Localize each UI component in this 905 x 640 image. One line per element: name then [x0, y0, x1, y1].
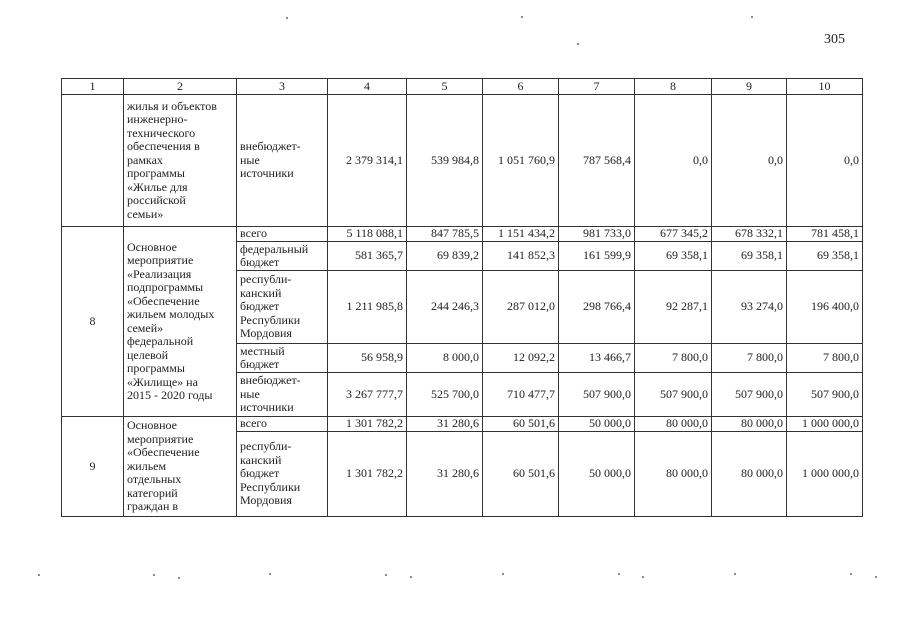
- amount-cell: 69 358,1: [712, 242, 787, 271]
- event-line: категорий: [127, 485, 178, 500]
- event-line: обеспечения в: [127, 139, 200, 154]
- funding-source-line: республи-: [240, 272, 292, 287]
- amount-cell: 31 280,6: [407, 417, 483, 432]
- table-row: [62, 227, 863, 242]
- amount-cell: 781 458,1: [787, 227, 863, 242]
- funding-source-line: местный: [240, 343, 285, 358]
- funding-source-line: бюджет: [240, 299, 280, 314]
- event-cell: [124, 417, 237, 517]
- column-header: 4: [328, 79, 407, 95]
- funding-source-line: внебюджет-: [240, 373, 301, 388]
- amount-cell: 141 852,3: [483, 242, 559, 271]
- event-line: «Обеспечение: [127, 293, 200, 308]
- amount-cell: 1 301 782,2: [328, 432, 407, 517]
- column-header: 5: [407, 79, 483, 95]
- column-header: 7: [559, 79, 635, 95]
- event-line: программы: [127, 361, 185, 375]
- event-line: граждан в: [127, 499, 179, 514]
- event-line: Основное: [127, 239, 177, 254]
- amount-cell: 13 466,7: [559, 344, 635, 373]
- page-number: 305: [824, 32, 845, 47]
- amount-cell: 8 000,0: [407, 344, 483, 373]
- funding-source-cell: [237, 432, 328, 517]
- amount-cell: 93 274,0: [712, 271, 787, 344]
- amount-cell: 847 785,5: [407, 227, 483, 242]
- amount-cell: 678 332,1: [712, 227, 787, 242]
- funding-source-line: бюджет: [240, 466, 280, 481]
- event-line: семьи»: [127, 206, 164, 221]
- funding-source-line: Республики: [240, 312, 301, 327]
- column-header: 9: [712, 79, 787, 95]
- funding-source-cell: [237, 271, 328, 344]
- column-header: 10: [787, 79, 863, 95]
- event-line: Основное: [127, 418, 177, 433]
- amount-cell: 507 900,0: [712, 373, 787, 417]
- event-cell: [124, 95, 237, 227]
- amount-cell: 244 246,3: [407, 271, 483, 344]
- funding-source-line: канский: [240, 452, 282, 467]
- amount-cell: 12 092,2: [483, 344, 559, 373]
- event-line: семей»: [127, 320, 164, 335]
- event-line: мероприятие: [127, 431, 194, 446]
- amount-cell: 581 365,7: [328, 242, 407, 271]
- amount-cell: 3 267 777,7: [328, 373, 407, 417]
- column-header: 3: [237, 79, 328, 95]
- event-line: подпрограммы: [127, 280, 204, 294]
- funding-source-cell: [237, 373, 328, 417]
- event-line: «Жилище» на: [127, 374, 198, 389]
- amount-cell: 539 984,8: [407, 95, 483, 227]
- amount-cell: 92 287,1: [635, 271, 712, 344]
- amount-cell: 2 379 314,1: [328, 95, 407, 227]
- item-number: 9: [62, 417, 124, 517]
- amount-cell: 7 800,0: [712, 344, 787, 373]
- amount-cell: 7 800,0: [635, 344, 712, 373]
- event-line: программы: [127, 166, 185, 181]
- amount-cell: 60 501,6: [483, 432, 559, 517]
- funding-source-cell: [237, 242, 328, 271]
- amount-cell: 677 345,2: [635, 227, 712, 242]
- funding-source-line: ные: [240, 386, 260, 401]
- column-header: 8: [635, 79, 712, 95]
- event-line: жилья и объектов: [127, 98, 217, 113]
- item-number: [62, 95, 124, 227]
- funding-source-line: республи-: [240, 439, 292, 454]
- column-header: 6: [483, 79, 559, 95]
- amount-cell: 1 051 760,9: [483, 95, 559, 227]
- amount-cell: 287 012,0: [483, 271, 559, 344]
- event-line: российской: [127, 193, 186, 208]
- funding-source-line: бюджет: [240, 357, 280, 371]
- funding-source-line: всего: [240, 416, 268, 431]
- amount-cell: 161 599,9: [559, 242, 635, 271]
- event-line: рамках: [127, 152, 163, 167]
- event-line: инженерно-: [127, 112, 188, 127]
- amount-cell: 80 000,0: [712, 432, 787, 517]
- item-number: 8: [62, 227, 124, 417]
- column-header: 2: [124, 79, 237, 95]
- amount-cell: 0,0: [787, 95, 863, 227]
- funding-source-line: всего: [240, 226, 268, 241]
- column-header: 1: [62, 79, 124, 95]
- amount-cell: 80 000,0: [635, 417, 712, 432]
- event-line: отдельных: [127, 472, 182, 487]
- funding-source-line: источники: [240, 400, 294, 415]
- amount-cell: 69 358,1: [635, 242, 712, 271]
- funding-source-cell: [237, 344, 328, 373]
- amount-cell: 507 900,0: [559, 373, 635, 417]
- amount-cell: 60 501,6: [483, 417, 559, 432]
- amount-cell: 298 766,4: [559, 271, 635, 344]
- funding-source-cell: [237, 227, 328, 242]
- amount-cell: 80 000,0: [635, 432, 712, 517]
- amount-cell: 196 400,0: [787, 271, 863, 344]
- funding-source-cell: [237, 417, 328, 432]
- amount-cell: 80 000,0: [712, 417, 787, 432]
- table-row: [62, 95, 863, 227]
- amount-cell: 507 900,0: [635, 373, 712, 417]
- event-line: «Реализация: [127, 266, 192, 281]
- event-line: технического: [127, 125, 196, 140]
- amount-cell: 1 301 782,2: [328, 417, 407, 432]
- amount-cell: 1 151 434,2: [483, 227, 559, 242]
- funding-source-line: Мордовия: [240, 493, 292, 508]
- event-line: целевой: [127, 347, 169, 362]
- amount-cell: 1 000 000,0: [787, 417, 863, 432]
- funding-source-line: источники: [240, 166, 294, 181]
- funding-source-cell: [237, 95, 328, 227]
- event-line: жильем: [127, 458, 167, 473]
- amount-cell: 7 800,0: [787, 344, 863, 373]
- amount-cell: 787 568,4: [559, 95, 635, 227]
- amount-cell: 710 477,7: [483, 373, 559, 417]
- event-line: «Обеспечение: [127, 445, 200, 460]
- event-line: «Жилье для: [127, 179, 188, 194]
- amount-cell: 507 900,0: [787, 373, 863, 417]
- event-cell: [124, 227, 237, 417]
- header-row: [62, 79, 863, 95]
- funding-source-line: Мордовия: [240, 326, 292, 341]
- amount-cell: 31 280,6: [407, 432, 483, 517]
- budget-table: [61, 78, 863, 517]
- amount-cell: 1 211 985,8: [328, 271, 407, 344]
- amount-cell: 69 839,2: [407, 242, 483, 271]
- funding-source-line: внебюджет-: [240, 139, 301, 154]
- amount-cell: 56 958,9: [328, 344, 407, 373]
- amount-cell: 1 000 000,0: [787, 432, 863, 517]
- amount-cell: 50 000,0: [559, 432, 635, 517]
- amount-cell: 69 358,1: [787, 242, 863, 271]
- amount-cell: 5 118 088,1: [328, 227, 407, 242]
- amount-cell: 0,0: [712, 95, 787, 227]
- event-line: мероприятие: [127, 253, 194, 267]
- event-line: жильем молодых: [127, 307, 215, 321]
- amount-cell: 0,0: [635, 95, 712, 227]
- table-row: [62, 417, 863, 432]
- funding-source-line: Республики: [240, 479, 301, 494]
- amount-cell: 50 000,0: [559, 417, 635, 432]
- amount-cell: 981 733,0: [559, 227, 635, 242]
- funding-source-line: федеральный: [240, 241, 309, 256]
- funding-source-line: канский: [240, 285, 282, 300]
- funding-source-line: бюджет: [240, 255, 280, 269]
- funding-source-line: ные: [240, 152, 260, 167]
- event-line: федеральной: [127, 334, 194, 348]
- amount-cell: 525 700,0: [407, 373, 483, 417]
- event-line: 2015 - 2020 годы: [127, 388, 213, 402]
- table-body: [62, 95, 863, 517]
